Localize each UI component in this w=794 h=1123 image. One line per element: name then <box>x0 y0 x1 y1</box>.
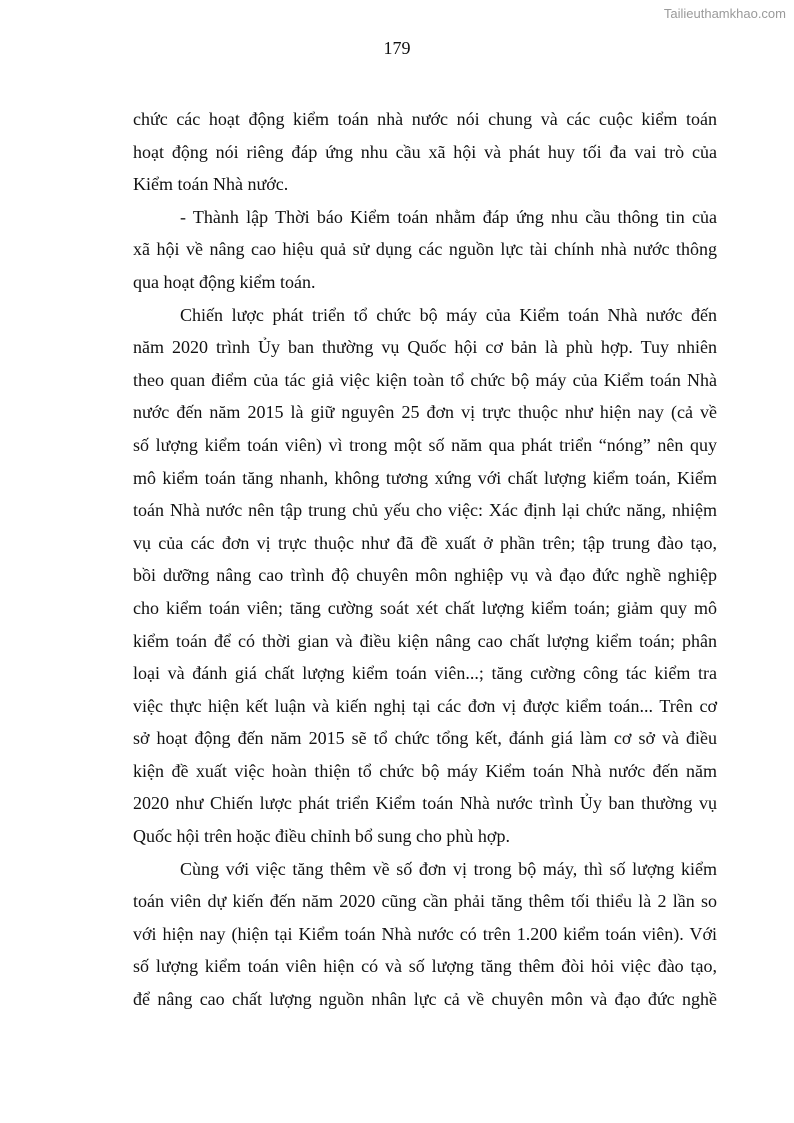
text-line: 2020 như Chiến lược phát triển Kiểm toán Nhà nước trình Ủy ban thường vụ <box>133 793 717 814</box>
text-line: để nâng cao chất lượng nguồn nhân lực cả về chuyên môn và đạo đức nghề <box>133 989 717 1010</box>
text-line: sở hoạt động đến năm 2015 sẽ tổ chức tổng kết, đánh giá làm cơ sở và điều <box>133 728 717 749</box>
text-line: Cùng với việc tăng thêm về số đơn vị trong bộ máy, thì số lượng kiểm <box>180 858 717 879</box>
text-line: toán viên dự kiến đến năm 2020 cũng cần phải tăng thêm tối thiểu là 2 lần so <box>133 891 717 912</box>
text-line: - Thành lập Thời báo Kiểm toán nhằm đáp ứng nhu cầu thông tin của <box>180 206 717 227</box>
watermark: Tailieuthamkhao.com <box>663 6 786 21</box>
text-line: Quốc hội trên hoặc điều chỉnh bổ sung cho phù hợp. <box>133 826 510 847</box>
text-line: mô kiểm toán tăng nhanh, không tương xứng với chất lượng kiểm toán, Kiểm <box>133 467 717 488</box>
paragraph <box>133 103 717 201</box>
text-line: Chiến lược phát triển tổ chức bộ máy của Kiểm toán Nhà nước đến <box>180 304 717 325</box>
paragraph <box>133 299 717 853</box>
text-line: bồi dưỡng nâng cao trình độ chuyên môn nghiệp vụ và đạo đức nghề nghiệp <box>133 565 717 586</box>
text-line: kiểm toán để có thời gian và điều kiện nâng cao chất lượng kiểm toán; phân <box>133 630 717 651</box>
text-line: cho kiểm toán viên; tăng cường soát xét chất lượng kiểm toán; giảm quy mô <box>133 597 717 618</box>
text-line: chức các hoạt động kiểm toán nhà nước nói chung và các cuộc kiểm toán <box>133 109 717 129</box>
text-line: việc thực hiện kết luận và kiến nghị tại các đơn vị được kiểm toán... Trên cơ <box>133 695 717 716</box>
text-line: toán Nhà nước nên tập trung chủ yếu cho việc: Xác định lại chức năng, nhiệm <box>133 500 717 521</box>
text-line: loại và đánh giá chất lượng kiểm toán viên...; tăng cường công tác kiểm tra <box>133 663 717 684</box>
text-line: nước đến năm 2015 là giữ nguyên 25 đơn vị trực thuộc như hiện nay (cả về <box>133 402 717 423</box>
text-line: năm 2020 trình Ủy ban thường vụ Quốc hội cơ bản là phù hợp. Tuy nhiên <box>133 337 717 358</box>
text-line: số lượng kiểm toán viên hiện có và số lượng tăng thêm đòi hỏi việc đào tạo, <box>133 956 717 977</box>
page-number: 179 <box>383 38 411 58</box>
text-line: với hiện nay (hiện tại Kiểm toán Nhà nước có trên 1.200 kiểm toán viên). Với <box>133 923 717 944</box>
text-line: vụ của các đơn vị trực thuộc như đã đề xuất ở phần trên; tập trung đào tạo, <box>133 532 717 553</box>
text-line: số lượng kiểm toán viên) vì trong một số năm qua phát triển “nóng” nên quy <box>133 434 717 455</box>
text-line: Kiểm toán Nhà nước. <box>133 174 289 195</box>
text-line: hoạt động nói riêng đáp ứng nhu cầu xã hội và phát huy tối đa vai trò của <box>133 141 717 162</box>
document-body <box>133 103 717 1016</box>
text-line: qua hoạt động kiểm toán. <box>133 271 316 292</box>
paragraph <box>133 853 717 1016</box>
text-line: theo quan điểm của tác giả việc kiện toàn tổ chức bộ máy của Kiểm toán Nhà <box>133 369 717 390</box>
text-line: xã hội về nâng cao hiệu quả sử dụng các nguồn lực tài chính nhà nước thông <box>133 239 717 260</box>
paragraph <box>133 201 717 299</box>
text-line: kiện đề xuất việc hoàn thiện tổ chức bộ máy Kiểm toán Nhà nước đến năm <box>133 760 717 781</box>
